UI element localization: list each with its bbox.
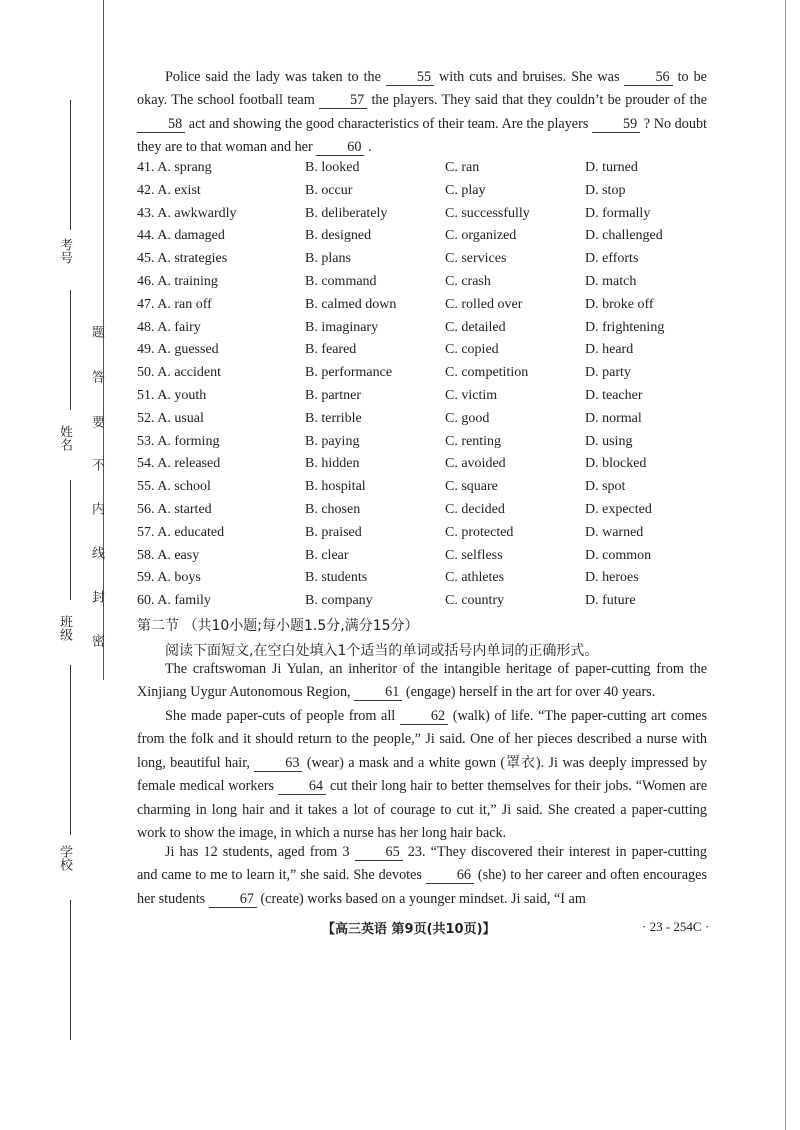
option-row [137, 157, 707, 180]
option-choice[interactable]: C. competition [445, 365, 529, 381]
option-choice[interactable]: 42. A. exist [137, 182, 201, 198]
option-choice[interactable]: B. praised [305, 524, 362, 540]
option-choice[interactable]: B. chosen [305, 501, 361, 517]
blank-61[interactable]: 61 [354, 685, 402, 701]
option-choice[interactable]: D. broke off [585, 296, 654, 312]
seal-char: 题 [90, 325, 105, 338]
option-choice[interactable]: D. formally [585, 205, 651, 221]
name-line [70, 480, 71, 600]
option-choice[interactable]: B. partner [305, 387, 361, 403]
option-choice[interactable]: 55. A. school [137, 479, 211, 495]
option-choice[interactable]: B. feared [305, 342, 357, 358]
option-choice[interactable]: B. paying [305, 433, 360, 449]
option-choice[interactable]: C. successfully [445, 205, 530, 221]
seal-char: 不 [90, 458, 105, 471]
option-row [137, 180, 707, 203]
passage2-p1: The craftswoman Ji Yulan, an inheritor of the intangible heritage of paper-cutting from the Xinjiang Uygur Autonomous Region, 61 (engage) herself in the art for over 40 years. [137, 661, 707, 701]
blank-58[interactable]: 58 [137, 117, 185, 133]
option-choice[interactable]: 53. A. forming [137, 433, 220, 449]
option-row [137, 408, 707, 431]
option-choice[interactable]: 43. A. awkwardly [137, 205, 237, 221]
blank-55[interactable]: 55 [386, 70, 434, 86]
option-choice[interactable]: 54. A. released [137, 456, 221, 472]
class-label: 班级 [58, 615, 73, 641]
option-choice[interactable]: C. crash [445, 273, 491, 289]
option-choice[interactable]: C. detailed [445, 319, 506, 335]
option-choice[interactable]: B. deliberately [305, 205, 388, 221]
blank-65[interactable]: 65 [355, 845, 403, 861]
passage2-p2: She made paper-cuts of people from all 62 (walk) of life. “The paper-cutting art comes from the folk and it should return to the people,” Ji said. One of her pieces described a nurse with long, beautiful hair, 63 (wear) a mask and a white gown (罩衣). Ji was deeply impressed by female medical workers 64 cut their long hair to better themselves for their jobs. “Women are charming in long hair and it takes a lot of courage to cut it,” Ji said. She created a paper-cutting work to show the image, in which a nurse has her long hair back. [137, 708, 707, 842]
option-choice[interactable]: D. normal [585, 410, 642, 426]
section-heading: 第二节 （共10小题;每小题1.5分,满分15分） [137, 618, 419, 634]
option-choice[interactable]: D. warned [585, 524, 644, 540]
option-choice[interactable]: C. protected [445, 524, 514, 540]
option-row [137, 567, 707, 590]
option-choice[interactable]: B. imaginary [305, 319, 379, 335]
option-row [137, 476, 707, 499]
binding-line [103, 0, 104, 680]
option-choice[interactable]: 60. A. family [137, 593, 211, 609]
exam-number-line-lower [70, 290, 71, 410]
option-choice[interactable]: 51. A. youth [137, 387, 207, 403]
option-choice[interactable]: C. athletes [445, 570, 505, 586]
option-choice[interactable]: D. party [585, 365, 631, 381]
option-choice[interactable]: 49. A. guessed [137, 342, 219, 358]
option-choice[interactable]: B. company [305, 593, 373, 609]
blank-64[interactable]: 64 [278, 779, 326, 795]
option-choice[interactable]: C. ran [445, 160, 480, 175]
option-choice[interactable]: B. occur [305, 182, 353, 198]
option-choice[interactable]: 45. A. strategies [137, 251, 228, 267]
option-row [137, 499, 707, 522]
option-choice[interactable]: C. country [445, 593, 505, 609]
option-choice[interactable]: B. students [305, 570, 368, 586]
seal-char: 内 [90, 502, 105, 515]
option-choice[interactable]: D. challenged [585, 228, 663, 244]
option-choice[interactable]: B. command [305, 273, 377, 289]
option-choice[interactable]: D. stop [585, 182, 626, 198]
option-choice[interactable]: D. frightening [585, 319, 665, 335]
option-choice[interactable]: B. terrible [305, 410, 362, 426]
option-row [137, 431, 707, 454]
option-choice[interactable]: B. calmed down [305, 296, 397, 312]
option-choice[interactable]: B. hospital [305, 479, 366, 495]
option-choice[interactable]: B. hidden [305, 456, 360, 472]
option-row [137, 545, 707, 568]
option-choice[interactable]: C. rolled over [445, 296, 523, 312]
options-list [137, 157, 707, 613]
option-choice[interactable]: D. spot [585, 479, 626, 495]
exam-number-line [70, 100, 71, 230]
option-choice[interactable]: C. copied [445, 342, 499, 358]
option-choice[interactable]: D. heroes [585, 570, 639, 586]
blank-63[interactable]: 63 [254, 756, 302, 772]
seal-char: 封 [90, 590, 105, 603]
option-choice[interactable]: C. play [445, 182, 486, 198]
blank-57[interactable]: 57 [319, 93, 367, 109]
option-row [137, 590, 707, 613]
blank-62[interactable]: 62 [400, 709, 448, 725]
option-choice[interactable]: D. expected [585, 501, 652, 517]
page-footer-title: 【高三英语 第9页(共10页)】 [322, 922, 496, 937]
exam-number-label: 考号 [58, 238, 73, 264]
option-row [137, 522, 707, 545]
name-label: 姓名 [58, 425, 73, 451]
option-choice[interactable]: 52. A. usual [137, 410, 204, 426]
passage-intro: Police said the lady was taken to the 55 with cuts and bruises. She was 56 to be okay. The school football team 57 the players. They said that they couldn’t be prouder of the 58 act and showing the good characteristics of their team. Are the players 59 ? No doubt they are to that woman and her 60 . [137, 69, 708, 156]
option-choice[interactable]: C. organized [445, 228, 517, 244]
section-instruction: 阅读下面短文,在空白处填入1个适当的单词或括号内单词的正确形式。 [165, 643, 599, 659]
option-choice[interactable]: D. common [585, 547, 652, 563]
option-row [137, 248, 707, 271]
option-choice[interactable]: 58. A. easy [137, 547, 200, 563]
option-choice[interactable]: D. teacher [585, 387, 643, 403]
option-choice[interactable]: 50. A. accident [137, 365, 221, 381]
option-choice[interactable]: C. services [445, 251, 507, 267]
option-choice[interactable]: 47. A. ran off [137, 296, 212, 312]
option-choice[interactable]: D. efforts [585, 251, 639, 267]
option-choice[interactable]: 46. A. training [137, 273, 218, 289]
option-row [137, 385, 707, 408]
option-choice[interactable]: C. selfless [445, 547, 503, 563]
option-choice[interactable]: B. designed [305, 228, 372, 244]
option-choice[interactable]: B. plans [305, 251, 351, 267]
option-choice[interactable]: D. heard [585, 342, 634, 358]
seal-char: 密 [90, 634, 105, 647]
blank-60[interactable]: 60 [316, 140, 364, 156]
option-choice[interactable]: C. renting [445, 433, 501, 449]
option-choice[interactable]: C. square [445, 479, 498, 495]
page-footer-code: · 23 - 254C · [642, 919, 710, 934]
option-row [137, 362, 707, 385]
option-row [137, 225, 707, 248]
blank-59[interactable]: 59 [592, 117, 640, 133]
seal-char: 要 [90, 415, 105, 428]
option-choice[interactable]: D. blocked [585, 456, 647, 472]
option-choice[interactable]: 48. A. fairy [137, 319, 201, 335]
passage2-p3: Ji has 12 students, aged from 3 65 23. “They discovered their interest in paper-cutting and came to me to learn it,” she said. She devotes 66 (she) to her career and often encourages her students 67 (create) works based on a younger mindset. Ji said, “I am [137, 844, 707, 907]
school-line [70, 900, 71, 1040]
option-choice[interactable]: C. avoided [445, 456, 506, 472]
blank-67[interactable]: 67 [209, 892, 257, 908]
option-choice[interactable]: D. turned [585, 160, 638, 175]
option-choice[interactable]: B. clear [305, 547, 349, 563]
option-row [137, 271, 707, 294]
option-choice[interactable]: 57. A. educated [137, 524, 225, 540]
option-row [137, 453, 707, 476]
option-choice[interactable]: C. victim [445, 387, 498, 403]
option-choice[interactable]: 56. A. started [137, 501, 212, 517]
class-line [70, 665, 71, 835]
page-edge [785, 0, 786, 1130]
option-choice[interactable]: C. decided [445, 501, 505, 517]
option-row [137, 317, 707, 340]
seal-char: 答 [90, 370, 105, 383]
option-choice[interactable]: C. good [445, 410, 490, 426]
option-row [137, 294, 707, 317]
option-choice[interactable]: D. using [585, 433, 633, 449]
option-choice[interactable]: B. looked [305, 160, 360, 175]
option-choice[interactable]: 41. A. sprang [137, 160, 212, 175]
option-choice[interactable]: 44. A. damaged [137, 228, 225, 244]
option-choice[interactable]: D. future [585, 593, 636, 609]
option-choice[interactable]: 59. A. boys [137, 570, 201, 586]
blank-66[interactable]: 66 [426, 868, 474, 884]
option-choice[interactable]: B. performance [305, 365, 393, 381]
school-label: 学校 [58, 845, 73, 871]
option-row [137, 339, 707, 362]
option-choice[interactable]: D. match [585, 273, 637, 289]
blank-56[interactable]: 56 [624, 70, 672, 86]
seal-char: 线 [90, 546, 105, 559]
option-row [137, 203, 707, 226]
